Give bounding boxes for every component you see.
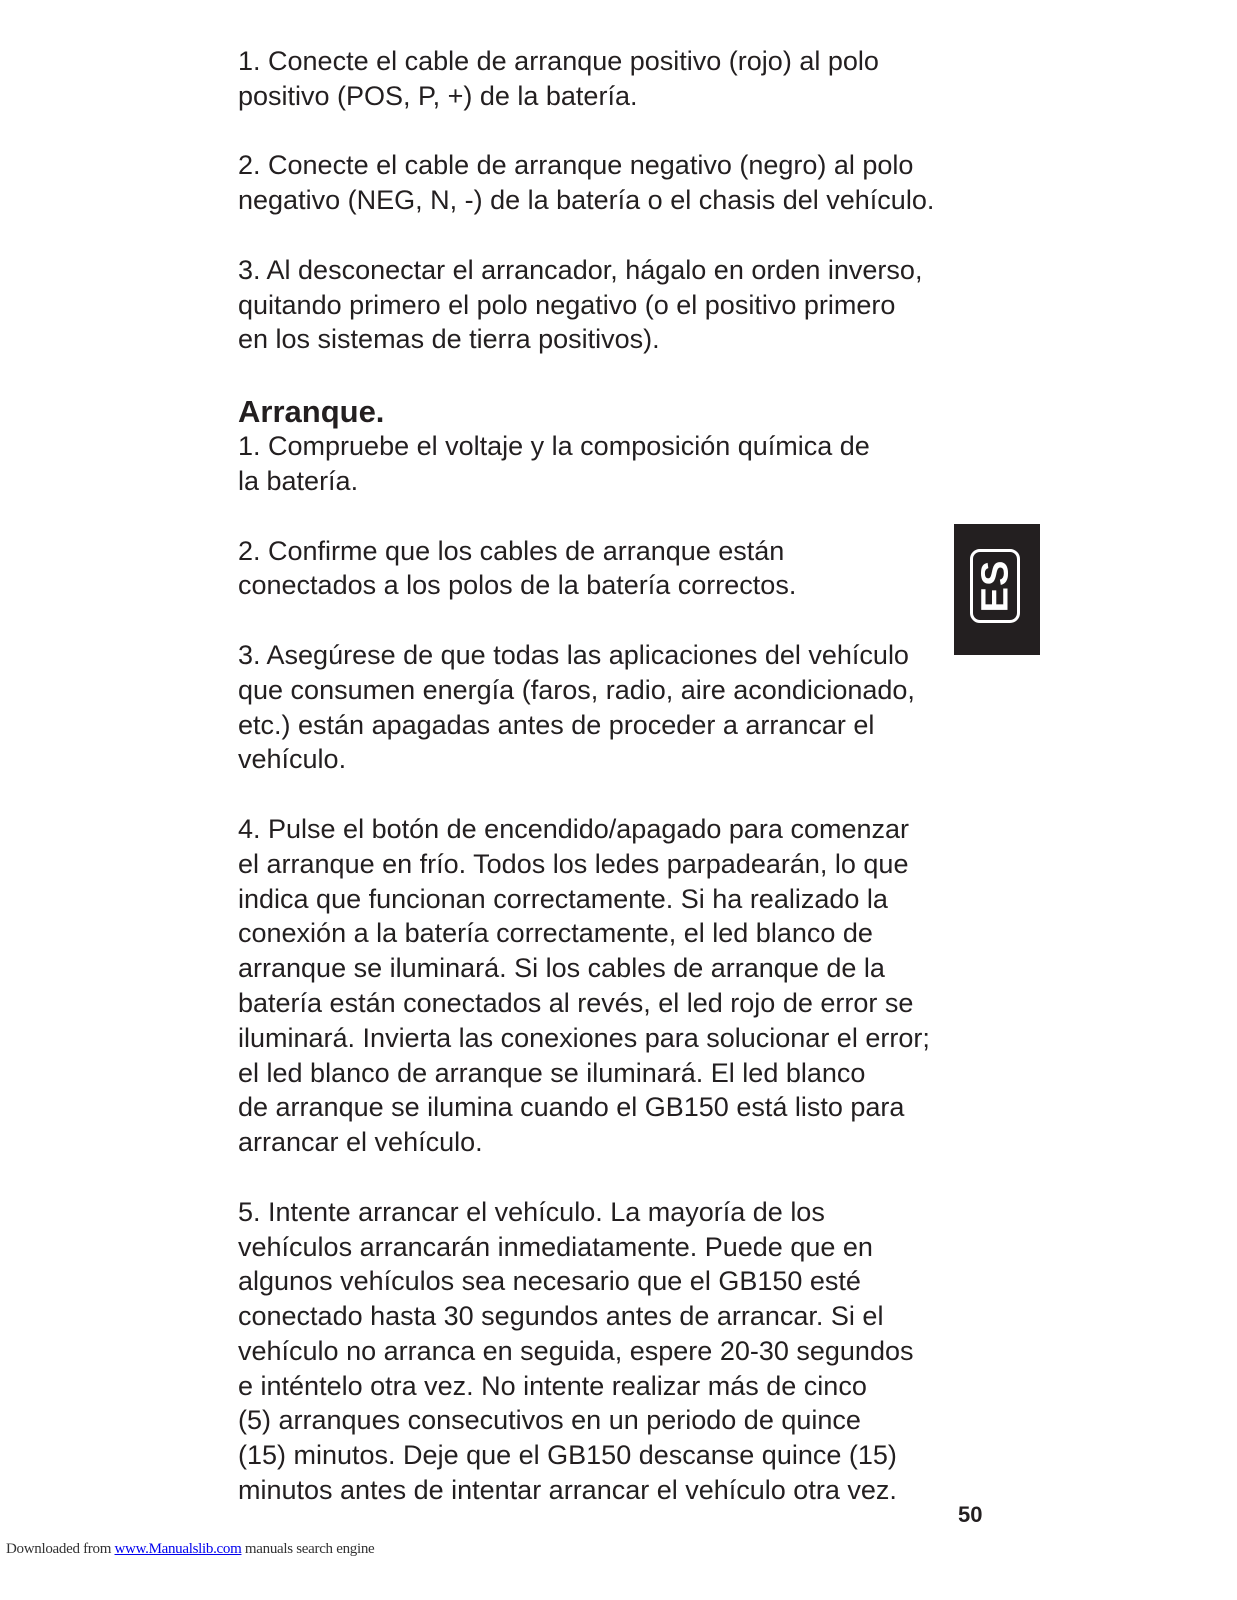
footer-prefix: Downloaded from bbox=[6, 1541, 115, 1557]
step-disconnect: 3. Al desconectar el arrancador, hágalo en orden inverso, quitando primero el polo negativo (o el positivo primero en los sistemas de tierra positivos). bbox=[238, 254, 923, 355]
manual-content bbox=[238, 44, 973, 1508]
step-connect-positive: 1. Conecte el cable de arranque positivo (rojo) al polo positivo (POS, P, +) de la batería. bbox=[238, 46, 879, 111]
step-turn-off-accessories: 3. Asegúrese de que todas las aplicaciones del vehículo que consumen energía (faros, radio, aire acondicionado, etc.) están apagadas antes de proceder a arrancar el vehículo. bbox=[238, 639, 915, 775]
step-connect-negative: 2. Conecte el cable de arranque negativo (negro) al polo negativo (NEG, N, -) de la batería o el chasis del vehículo. bbox=[238, 150, 935, 216]
section-heading: Arranque. bbox=[238, 394, 385, 430]
page-number: 50 bbox=[958, 1502, 983, 1527]
step-confirm-cables: 2. Confirme que los cables de arranque están conectados a los polos de la batería correctos. bbox=[238, 535, 797, 601]
language-tab bbox=[954, 524, 1040, 655]
step-press-power-button: 4. Pulse el botón de encendido/apagado para comenzar el arranque en frío. Todos los ledes parpadearán, lo que indica que funcionan correctamente. Si ha realizado la conexión a la batería correctamente, el led blanco de arranque se iluminará. Si los cables de arranque de la batería están conectados al revés, el led rojo de error se iluminará. Invierta las conexiones para solucionar el error; el led blanco de arranque se iluminará. El led blanco de arranque se ilumina cuando el GB150 está listo para arrancar el vehículo. bbox=[238, 813, 930, 1158]
footer-suffix: manuals search engine bbox=[241, 1541, 375, 1557]
download-footer bbox=[6, 1541, 374, 1558]
language-code: ES bbox=[974, 559, 1017, 613]
step-check-voltage: 1. Compruebe el voltaje y la composición química de la batería. bbox=[238, 431, 870, 496]
language-badge bbox=[970, 549, 1020, 623]
manualslib-link[interactable]: www.Manualslib.com bbox=[114, 1541, 242, 1557]
step-attempt-start: 5. Intente arrancar el vehículo. La mayoría de los vehículos arrancarán inmediatamente. Puede que en algunos vehículos sea necesario que el GB150 esté conectado hasta 30 segundos antes de arrancar. Si el vehículo no arranca en seguida, espere 20-30 segundos e inténtelo otra vez. No intente realizar más de cinco (5) arranques consecutivos en un periodo de quince (15) minutos. Deje que el GB150 descanse quince (15) minutos antes de intentar arrancar el vehículo otra vez. bbox=[238, 1196, 914, 1506]
